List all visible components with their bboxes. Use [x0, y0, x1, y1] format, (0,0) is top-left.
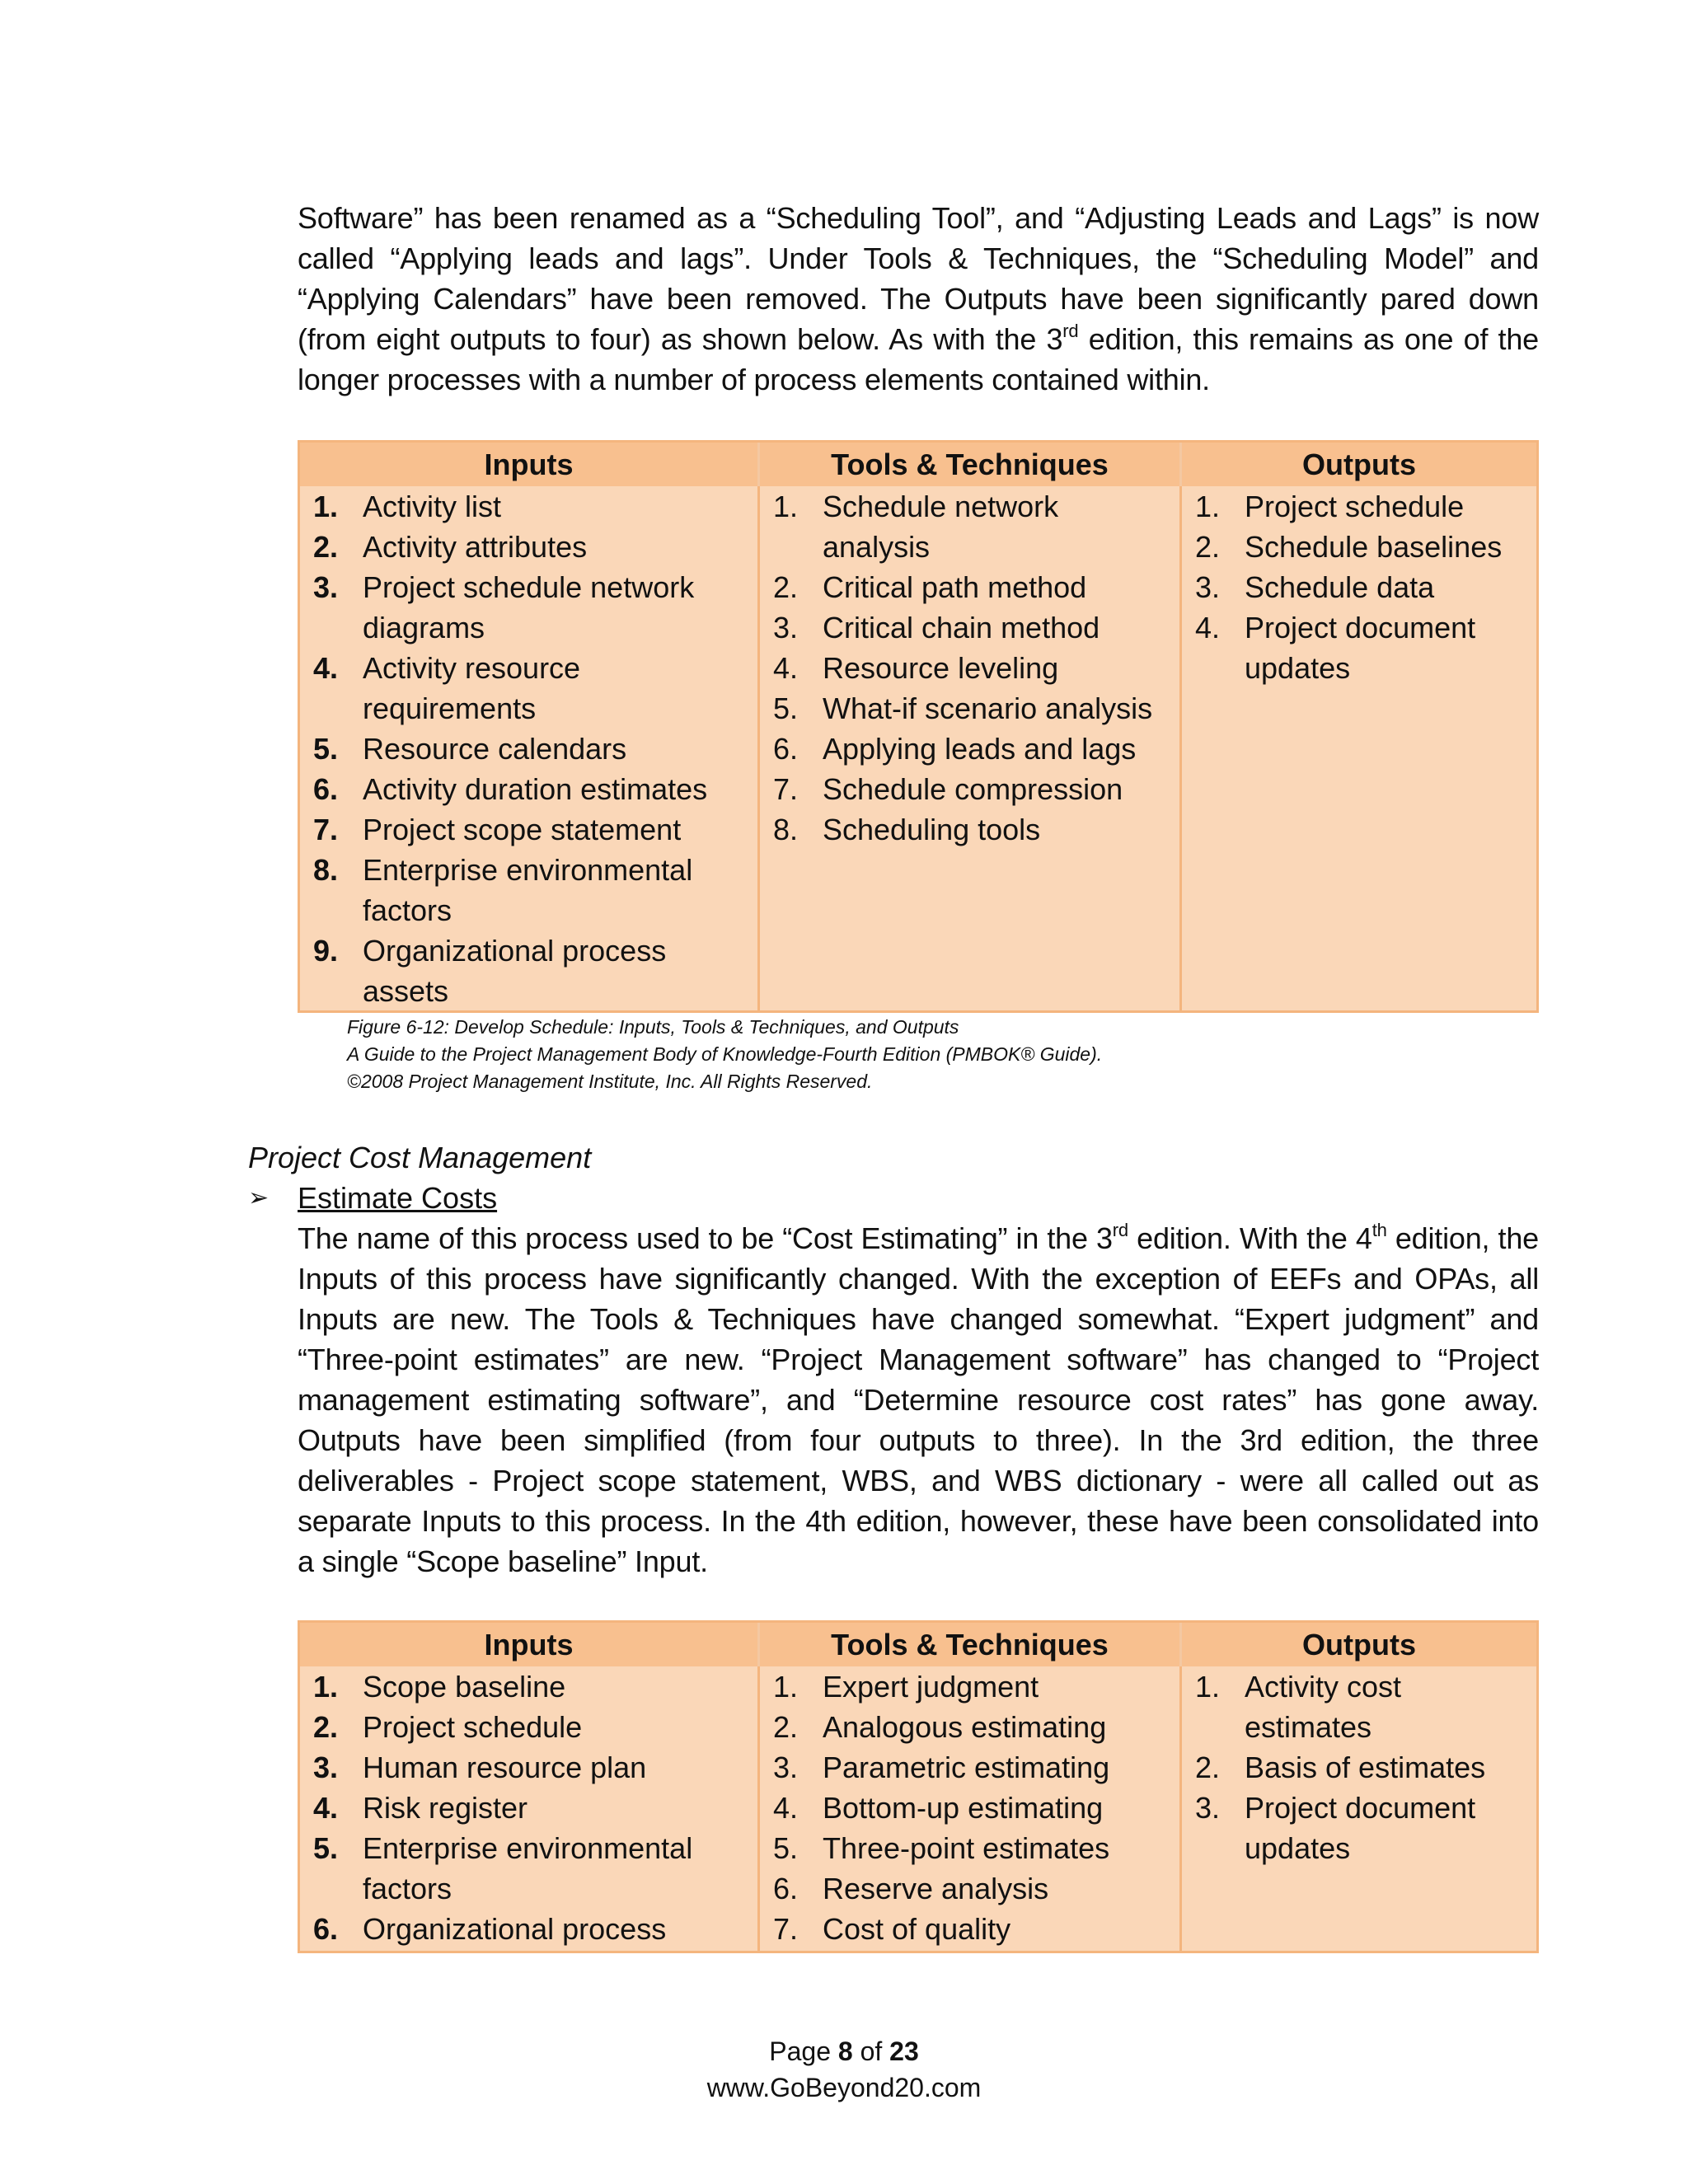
cost-text-3: edition, the Inputs of this process have significantly changed. With the exception of EEFs and OPAs, all Inputs are new. The Tools & Techniques have changed somewhat. “Expert judgment” and “Three-point estimates” are new. “Project Management software” has changed to “Project management estimating software”, and “Determine resource cost rates” has gone away. Outputs have been simplified (from four outputs to three). In the 3rd edition, the three deliverables - Project scope statement, WBS, and WBS dictionary - were all called out as separate Inputs to this process. In the 4th edition, however, these have been consolidated into a single “Scope baseline” Input. — [298, 1221, 1539, 1578]
tools-list — [760, 486, 1179, 850]
list-item-text: Parametric estimating — [823, 1750, 1110, 1784]
list-item — [760, 1788, 1179, 1828]
list-item — [300, 567, 757, 648]
list-item-text: Activity list — [363, 490, 502, 523]
list-item — [300, 809, 757, 850]
list-item — [760, 607, 1179, 648]
list-item-number: 3. — [313, 570, 339, 604]
develop-schedule-table — [298, 440, 1539, 1013]
list-item-text: Resource calendars — [363, 732, 627, 766]
list-item-text: Risk register — [363, 1791, 528, 1825]
list-item-text: Enterprise environmental factors — [363, 1831, 693, 1905]
list-item — [300, 1666, 757, 1707]
list-item-text: Resource leveling — [823, 651, 1059, 685]
list-item-text: Schedule network analysis — [823, 490, 1059, 564]
page-footer — [0, 2033, 1688, 2106]
list-item — [760, 1868, 1179, 1909]
list-item-number: 3. — [1195, 1791, 1221, 1825]
list-item-text: Project schedule — [363, 1710, 583, 1744]
list-item-text: Schedule data — [1245, 570, 1435, 604]
intro-superscript: rd — [1062, 321, 1079, 341]
tools-list — [760, 1666, 1179, 1949]
list-item-number: 2. — [1195, 1750, 1221, 1784]
arrow-bullet-icon: ➢ — [248, 1184, 270, 1212]
list-item-text: What-if scenario analysis — [823, 691, 1153, 725]
list-item-text: Reserve analysis — [823, 1872, 1049, 1905]
list-item-number: 2. — [1195, 530, 1221, 564]
list-item — [1182, 527, 1536, 567]
list-item-text: Project scope statement — [363, 813, 682, 846]
list-item — [760, 769, 1179, 809]
list-item-text: Project schedule — [1245, 490, 1465, 523]
list-item-text: Scheduling tools — [823, 813, 1041, 846]
header-inputs: Inputs — [300, 443, 760, 486]
list-item-text: Activity resource requirements — [363, 651, 581, 725]
tools-cell — [760, 486, 1182, 1010]
list-item-number: 4. — [1195, 611, 1221, 644]
list-item-number: 7. — [773, 1912, 799, 1946]
list-item-number: 1. — [773, 1670, 799, 1704]
list-item — [1182, 486, 1536, 527]
list-item — [760, 729, 1179, 769]
list-item-number: 8. — [313, 853, 339, 887]
cost-text-1: The name of this process used to be “Cost Estimating” in the 3 — [298, 1221, 1113, 1255]
inputs-cell — [300, 1666, 760, 1951]
outputs-cell — [1182, 1666, 1536, 1951]
list-item-number: 9. — [313, 934, 339, 968]
header-outputs: Outputs — [1302, 1628, 1416, 1661]
list-item-number: 2. — [313, 530, 339, 564]
list-item-number: 7. — [773, 772, 799, 806]
list-item-text: Human resource plan — [363, 1750, 647, 1784]
header-outputs: Outputs — [1302, 448, 1416, 481]
intro-text-b: edition, this remains as one of the longer processes with a number of process elements contained within. — [298, 322, 1539, 396]
cost-paragraph — [298, 1218, 1539, 1582]
table-body-row — [300, 486, 1536, 1010]
table-header-row — [300, 1623, 1536, 1666]
list-item-text: Project document updates — [1245, 1791, 1476, 1865]
list-item — [760, 567, 1179, 607]
list-item-text: Scope baseline — [363, 1670, 566, 1704]
list-item-number: 1. — [773, 490, 799, 523]
caption-line-3: ©2008 Project Management Institute, Inc. All Rights Reserved. — [347, 1071, 873, 1092]
list-item-number: 8. — [773, 813, 799, 846]
list-item — [760, 1909, 1179, 1949]
current-page: 8 — [837, 2036, 853, 2066]
list-item — [1182, 1747, 1536, 1788]
list-item-text: Critical path method — [823, 570, 1087, 604]
section-title: Project Cost Management — [248, 1141, 592, 1174]
list-item — [300, 769, 757, 809]
list-item-number: 3. — [773, 611, 799, 644]
list-item-text: Project document updates — [1245, 611, 1476, 685]
list-item — [760, 809, 1179, 850]
list-item-number: 1. — [313, 1670, 339, 1704]
list-item-number: 3. — [1195, 570, 1221, 604]
header-tools: Tools & Techniques — [760, 1623, 1182, 1666]
header-tools: Tools & Techniques — [760, 443, 1182, 486]
list-item — [1182, 607, 1536, 688]
list-item — [760, 1747, 1179, 1788]
list-item — [300, 1747, 757, 1788]
list-item-text: Activity duration estimates — [363, 772, 708, 806]
list-item-text: Analogous estimating — [823, 1710, 1107, 1744]
list-item-number: 5. — [773, 691, 799, 725]
list-item-number: 5. — [313, 732, 339, 766]
list-item-number: 1. — [1195, 1670, 1221, 1704]
table-header-row — [300, 443, 1536, 486]
list-item — [300, 648, 757, 729]
list-item-number: 2. — [773, 570, 799, 604]
list-item-number: 4. — [773, 1791, 799, 1825]
website-url: www.GoBeyond20.com — [706, 2073, 982, 2102]
list-item-text: Organizational process assets — [363, 934, 667, 1008]
list-item-text: Schedule baselines — [1245, 530, 1503, 564]
inputs-list — [300, 1666, 757, 1949]
list-item-number: 3. — [773, 1750, 799, 1784]
list-item-text: Three-point estimates — [823, 1831, 1110, 1865]
list-item — [1182, 1666, 1536, 1747]
list-item — [300, 1828, 757, 1909]
list-item-number: 4. — [313, 1791, 339, 1825]
list-item — [300, 1707, 757, 1747]
list-item-number: 2. — [773, 1710, 799, 1744]
list-item — [300, 850, 757, 930]
cost-superscript-2: th — [1372, 1220, 1387, 1240]
list-item-number: 4. — [313, 651, 339, 685]
list-item-number: 6. — [773, 1872, 799, 1905]
list-item-text: Basis of estimates — [1245, 1750, 1486, 1784]
list-item-text: Schedule compression — [823, 772, 1123, 806]
table-body-row — [300, 1666, 1536, 1951]
intro-text-a: Software” has been renamed as a “Scheduling Tool”, and “Adjusting Leads and Lags” is now called “Applying leads and lags”. Under Tools & Techniques, the “Scheduling Model” and “Applying Calendars” have been removed. The Outputs have been significantly pared down (from eight outputs to four) as shown below. As with the 3 — [298, 201, 1539, 356]
list-item-text: Expert judgment — [823, 1670, 1039, 1704]
list-item-text: Bottom-up estimating — [823, 1791, 1104, 1825]
list-item — [300, 1788, 757, 1828]
caption-line-2: A Guide to the Project Management Body of Knowledge-Fourth Edition (PMBOK® Guide). — [347, 1043, 1103, 1065]
outputs-list — [1182, 1666, 1536, 1868]
list-item-text: Critical chain method — [823, 611, 1100, 644]
list-item — [760, 1707, 1179, 1747]
list-item-number: 4. — [773, 651, 799, 685]
outputs-list — [1182, 486, 1536, 688]
list-item — [760, 1828, 1179, 1868]
list-item — [760, 1666, 1179, 1707]
list-item-number: 7. — [313, 813, 339, 846]
list-item — [760, 648, 1179, 688]
total-pages: 23 — [889, 2036, 919, 2066]
estimate-costs-table — [298, 1620, 1539, 1953]
figure-caption — [347, 1014, 1102, 1095]
inputs-cell — [300, 486, 760, 1010]
page-number: Page 8 of 23 — [769, 2036, 919, 2066]
list-item — [1182, 1788, 1536, 1868]
list-item — [300, 527, 757, 567]
inputs-list — [300, 486, 757, 1011]
header-inputs: Inputs — [300, 1623, 760, 1666]
list-item-number: 1. — [1195, 490, 1221, 523]
list-item-number: 6. — [313, 1912, 339, 1946]
list-item-number: 5. — [313, 1831, 339, 1865]
list-item — [760, 486, 1179, 567]
list-item-text: Activity attributes — [363, 530, 588, 564]
list-item-number: 2. — [313, 1710, 339, 1744]
tools-cell — [760, 1666, 1182, 1951]
list-item-number: 6. — [773, 732, 799, 766]
list-item — [300, 486, 757, 527]
intro-paragraph — [298, 198, 1539, 400]
list-item — [300, 729, 757, 769]
outputs-cell — [1182, 486, 1536, 1010]
list-item-text: Enterprise environmental factors — [363, 853, 693, 927]
list-item-text: Cost of quality — [823, 1912, 1011, 1946]
list-item — [300, 1909, 757, 1949]
list-item — [1182, 567, 1536, 607]
list-item-number: 1. — [313, 490, 339, 523]
list-item-number: 5. — [773, 1831, 799, 1865]
list-item — [760, 688, 1179, 729]
estimate-costs-heading: Estimate Costs — [298, 1181, 498, 1215]
list-item-number: 6. — [313, 772, 339, 806]
caption-line-1: Figure 6-12: Develop Schedule: Inputs, Tools & Techniques, and Outputs — [347, 1016, 959, 1038]
list-item-text: Organizational process — [363, 1912, 667, 1946]
cost-text-2: edition. With the 4 — [1128, 1221, 1372, 1255]
list-item — [300, 930, 757, 1011]
list-item-text: Applying leads and lags — [823, 732, 1137, 766]
list-item-text: Activity cost estimates — [1245, 1670, 1402, 1744]
list-item-text: Project schedule network diagrams — [363, 570, 695, 644]
list-item-number: 3. — [313, 1750, 339, 1784]
bullet-estimate-costs — [248, 1178, 497, 1218]
cost-superscript-1: rd — [1112, 1220, 1128, 1240]
